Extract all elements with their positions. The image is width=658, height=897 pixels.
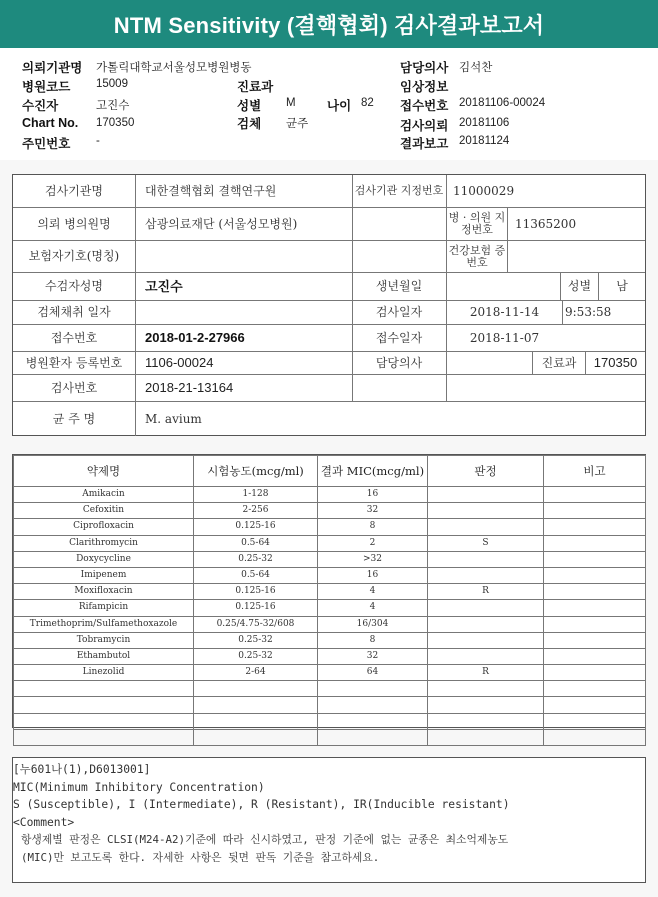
col-drug: 약제명 (14, 456, 194, 487)
results-table (12, 454, 646, 728)
mic-value: 8 (318, 519, 428, 535)
examinee-label: 수검자성명 (45, 279, 103, 294)
judgment (428, 616, 544, 632)
age-label: 나이 (327, 99, 352, 113)
lab-id-value: 11000029 (453, 183, 515, 198)
drug-name: Linezolid (14, 665, 194, 681)
test-conc: 1-128 (194, 487, 318, 503)
remark (544, 616, 646, 632)
sex-label: 성별 (237, 99, 262, 113)
empty-row (14, 681, 646, 697)
form-dept-label: 진료과 (541, 355, 577, 370)
remark (544, 519, 646, 535)
judgment (428, 600, 544, 616)
col-judgment: 판정 (428, 456, 544, 487)
code-value: 15009 (96, 78, 128, 90)
test-no-value: 2018-21-13164 (145, 380, 234, 396)
drug-name: Ciprofloxacin (14, 519, 194, 535)
mic-definition: MIC(Minimum Inhibitory Concentration) (13, 780, 265, 794)
remark (544, 665, 646, 681)
clinic-id-label: 병 · 의원 지정번호 (448, 211, 506, 236)
report-label: 결과보고 (400, 137, 449, 151)
table-row (14, 632, 646, 648)
mic-value: 16 (318, 487, 428, 503)
receipt-label: 접수번호 (400, 99, 449, 113)
health-id-label: 건강보험 증 번호 (448, 243, 506, 269)
patient-label: 수진자 (22, 99, 59, 113)
comment-note-2: (MIC)만 보고도록 한다. 자세한 사항은 뒷면 판독 기준을 참고하세요. (21, 850, 380, 864)
table-row (14, 600, 646, 616)
lab-id-label: 검사기관 지정번호 (354, 184, 444, 198)
hospital-label: 의뢰기관명 (22, 61, 83, 75)
remark (544, 584, 646, 600)
drug-name: Moxifloxacin (14, 584, 194, 600)
judgment (428, 551, 544, 567)
col-conc: 시험농도(mcg/ml) (194, 456, 318, 487)
physician-label: 담당의사 (375, 355, 423, 370)
test-conc: 0.125-16 (194, 600, 318, 616)
report-value: 20181124 (459, 135, 510, 147)
judgment (428, 567, 544, 583)
table-row (14, 567, 646, 583)
test-no-label: 검사번호 (50, 380, 98, 395)
drug-name: Tobramycin (14, 632, 194, 648)
judgment (428, 648, 544, 664)
comments-box (12, 757, 646, 883)
table-row (14, 535, 646, 551)
drug-name: Ethambutol (14, 648, 194, 664)
col-mic: 결과 MIC(mcg/ml) (318, 456, 428, 487)
test-conc: 0.5-64 (194, 535, 318, 551)
clinic-id-value: 11365200 (515, 216, 577, 231)
insured-label: 보험자기호(명칭) (28, 249, 120, 264)
remark (544, 503, 646, 519)
table-row (14, 503, 646, 519)
chart-value: 170350 (96, 117, 135, 129)
doctor-value: 김석찬 (459, 62, 493, 74)
receipt-value: 20181106-00024 (459, 97, 546, 109)
drug-name: Doxycycline (14, 551, 194, 567)
request-label: 검사의뢰 (400, 119, 449, 133)
resident-value: - (96, 135, 100, 147)
remark (544, 600, 646, 616)
drug-name: Imipenem (14, 567, 194, 583)
table-row (14, 616, 646, 632)
test-conc: 2-64 (194, 665, 318, 681)
mic-value: 64 (318, 665, 428, 681)
judgment (428, 487, 544, 503)
lab-name-label: 검사기관명 (45, 183, 103, 198)
empty-row (14, 729, 646, 745)
drug-name: Rifampicin (14, 600, 194, 616)
test-date-label: 검사일자 (375, 305, 423, 320)
judgment: S (428, 535, 544, 551)
test-conc: 0.5-64 (194, 567, 318, 583)
resident-label: 주민번호 (22, 137, 71, 151)
col-remark: 비고 (544, 456, 646, 487)
mic-value: 16/304 (318, 616, 428, 632)
header-info (0, 48, 658, 160)
request-value: 20181106 (459, 117, 510, 129)
mic-value: 4 (318, 600, 428, 616)
req-org-value: 삼광의료재단 (서울성모병원) (145, 216, 298, 231)
mic-value: 16 (318, 567, 428, 583)
accession-value: 2018-01-2-27966 (145, 330, 245, 346)
test-conc: 0.125-16 (194, 584, 318, 600)
patient-form (12, 174, 646, 436)
form-sex-label: 성별 (567, 279, 592, 294)
drug-name: Clarithromycin (14, 535, 194, 551)
req-org-label: 의뢰 병의원명 (37, 216, 111, 231)
mic-value: 32 (318, 648, 428, 664)
accept-date-value: 2018-11-07 (469, 330, 540, 345)
judgment (428, 503, 544, 519)
strain-value: M. avium (145, 411, 202, 426)
mic-value: 8 (318, 632, 428, 648)
table-row (14, 487, 646, 503)
comment-label: <Comment> (13, 815, 75, 829)
age-value: 82 (361, 97, 374, 109)
mic-value: >32 (318, 551, 428, 567)
dept-label: 진료과 (237, 80, 274, 94)
table-row (14, 648, 646, 664)
mic-value: 2 (318, 535, 428, 551)
form-sex-value: 남 (616, 279, 628, 294)
table-row (14, 551, 646, 567)
specimen-label: 검체 (237, 117, 262, 131)
drug-name: Amikacin (14, 487, 194, 503)
test-date-value: 2018-11-14 (469, 305, 540, 320)
test-conc: 0.25-32 (194, 648, 318, 664)
empty-row (14, 713, 646, 729)
table-row (14, 584, 646, 600)
remark (544, 648, 646, 664)
lab-name-value: 대한결핵협회 결핵연구원 (145, 183, 277, 198)
judgment (428, 519, 544, 535)
remark (544, 551, 646, 567)
mic-value: 4 (318, 584, 428, 600)
remark (544, 487, 646, 503)
test-conc: 0.25-32 (194, 632, 318, 648)
judgment: R (428, 584, 544, 600)
report-title: NTM Sensitivity (결핵협회) 검사결과보고서 (0, 0, 658, 48)
sex-value: M (286, 97, 296, 109)
chart-label: Chart No. (22, 116, 79, 130)
comment-note-1: 항생제별 판정은 CLSI(M24-A2)기준에 따라 신시하였고, 판정 기준에 없는 균종은 최소억제농도 (21, 833, 509, 846)
form-dept-value: 170350 (593, 355, 638, 371)
accept-date-label: 접수일자 (375, 330, 423, 345)
table-row (14, 519, 646, 535)
comment-code: [누601나(1),D6013001] (13, 763, 151, 776)
drug-name: Cefoxitin (14, 503, 194, 519)
test-conc: 0.25/4.75-32/608 (194, 616, 318, 632)
patient-value: 고진수 (96, 100, 130, 112)
table-row (14, 665, 646, 681)
reg-label: 병원환자 등록번호 (25, 355, 123, 370)
legend-text: S (Susceptible), I (Intermediate), R (Resistant), IR(Inducible resistant) (13, 798, 510, 811)
drug-name: Trimethoprim/Sulfamethoxazole (14, 616, 194, 632)
doctor-label: 담당의사 (400, 61, 449, 75)
remark (544, 632, 646, 648)
mic-value: 32 (318, 503, 428, 519)
empty-row (14, 697, 646, 713)
test-conc: 2-256 (194, 503, 318, 519)
collect-label: 검체채취 일자 (37, 305, 111, 320)
judgment: R (428, 665, 544, 681)
remark (544, 535, 646, 551)
strain-label: 균 주 명 (52, 411, 96, 426)
hospital-value: 가톨릭대학교서울성모병원병동 (96, 62, 252, 74)
specimen-value: 균주 (286, 118, 309, 130)
accession-label: 접수번호 (50, 330, 98, 345)
clinical-label: 임상정보 (400, 80, 449, 94)
remark (544, 567, 646, 583)
reg-value: 1106-00024 (145, 355, 214, 371)
test-time-value: 9:53:58 (565, 305, 612, 320)
judgment (428, 632, 544, 648)
dob-label: 생년월일 (375, 279, 423, 294)
examinee-value: 고진수 (145, 278, 183, 294)
test-conc: 0.125-16 (194, 519, 318, 535)
code-label: 병원코드 (22, 80, 71, 94)
test-conc: 0.25-32 (194, 551, 318, 567)
